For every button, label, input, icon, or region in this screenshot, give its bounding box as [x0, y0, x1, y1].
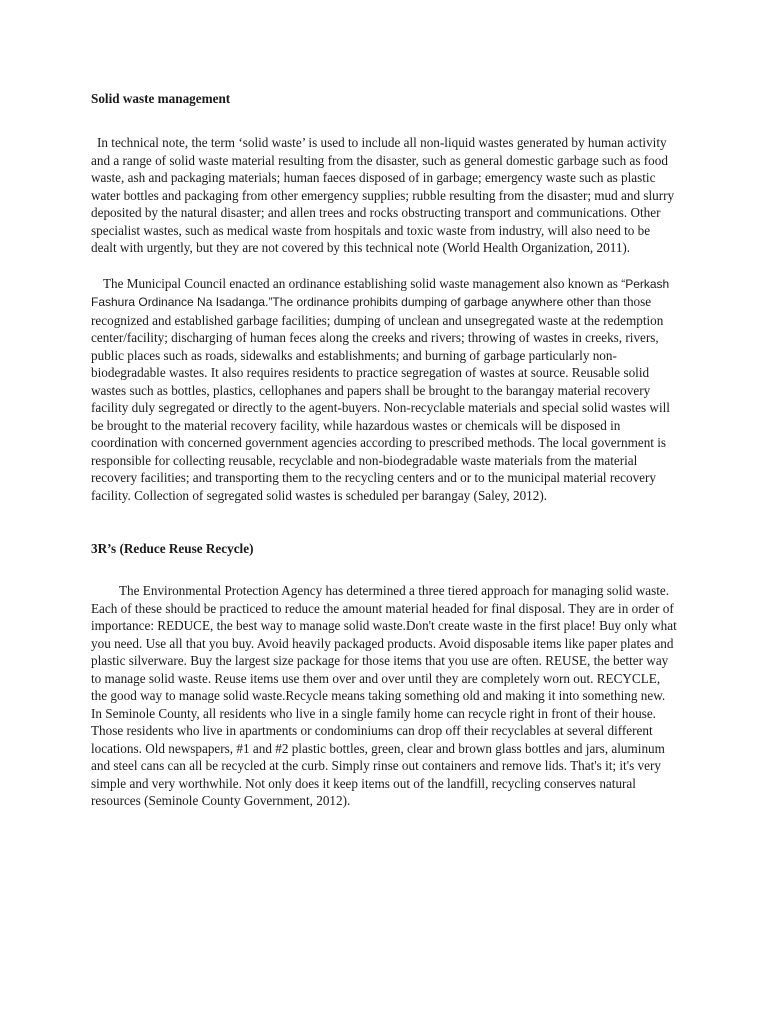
section-heading-solid-waste-management: Solid waste management	[91, 91, 231, 106]
ordinance-name-text: “Perkash Fashura Ordinance Na Isadanga.”The ordinance prohibits dumping of garbage anywhere other	[91, 276, 670, 309]
paragraph-solid-waste-definition: In technical note, the term ‘solid waste’ is used to include all non-liquid wastes generated by human activity and a range of solid waste material resulting from the disaster, such as general domestic garbage such as food waste, ash and packaging materials; human faeces disposed of in garbage; emergency waste such as plastic water bottles and packaging from other emergency supplies; rubble resulting from the disaster; mud and slurry deposited by the natural disaster; and allen trees and rocks obstructing transport and communications. Other specialist wastes, such as medical waste from hospitals and toxic waste from industry, will also need to be dealt with urgently, but they are not covered by this technical note (World Health Organization, 2011).	[91, 135, 675, 255]
paragraph-municipal-ordinance	[91, 275, 679, 505]
paragraph-epa-three-tiered-approach: The Environmental Protection Agency has determined a three tiered approach for managing solid waste. Each of these should be practiced to reduce the amount material headed for final disposal. They are in order of importance: REDUCE, the best way to manage solid waste.Don't create waste in the first place! Buy only what you need. Use all that you buy. Avoid heavily packaged products. Avoid disposable items like paper plates and plastic silverware. Buy the largest size package for those items that you use are often. REUSE, the better way to manage solid waste. Reuse items use them over and over until they are completely worn out. RECYCLE, the good way to manage solid waste.Recycle means taking something old and making it into something new. In Seminole County, all residents who live in a single family home can recycle right in front of their house. Those residents who live in apartments or condominiums can drop off their recyclables at several different locations. Old newspapers, #1 and #2 plastic bottles, green, clear and brown glass bottles and jars, aluminum and steel cans can all be recycled at the curb. Simply rinse out containers and remove lids. That's it; it's very simple and very worthwhile. Not only does it keep items out of the landfill, recycling conserves natural resources (Seminole County Government, 2012).	[91, 583, 677, 808]
document-body	[91, 90, 679, 810]
ordinance-details-text: than those recognized and established garbage facilities; dumping of unclean and unsegregated waste at the redemption center/facility; discharging of human feces along the creeks and rivers; throwing of wastes in creeks, rivers, public places such as roads, sidewalks and establishments; and burning of garbage particularly non-biodegradable wastes. It also requires residents to practice segregation of wastes at source. Reusable solid wastes such as bottles, plastics, cellophanes and papers shall be brought to the barangay material recovery facility duly segregated or directly to the agent-buyers. Non-recyclable materials and special solid wastes will be brought to the material recovery facility, while hazardous wastes or chemicals will be disposed in coordination with concerned government agencies according to prescribed methods. The local government is responsible for collecting reusable, recyclable and non-biodegradable waste materials from the material recovery facilities; and transporting them to the recycling centers and or to the municipal material recovery facility. Collection of segregated solid wastes is scheduled per barangay (Saley, 2012).	[91, 294, 670, 503]
ordinance-intro-text: The Municipal Council enacted an ordinance establishing solid waste management also known as	[103, 275, 618, 291]
section-heading-3rs: 3R’s (Reduce Reuse Recycle)	[91, 541, 254, 556]
